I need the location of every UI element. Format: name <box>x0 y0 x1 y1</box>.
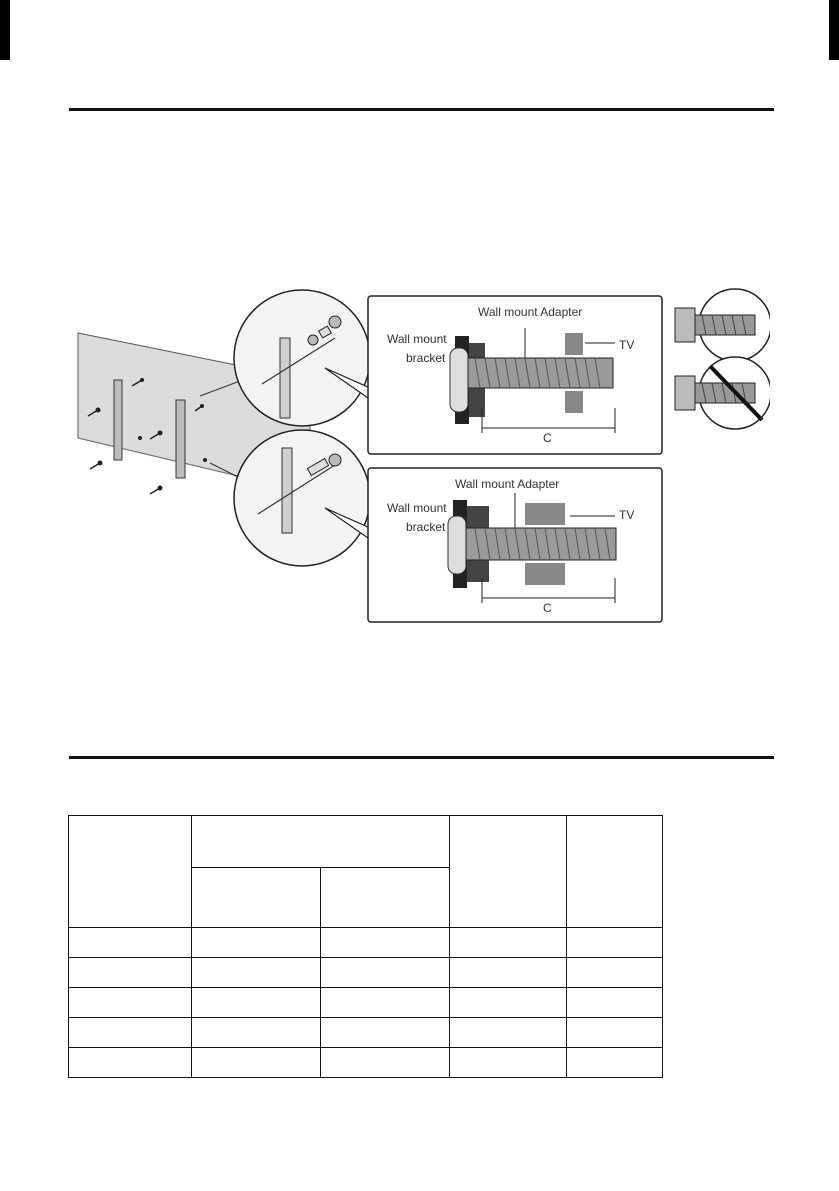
screw-incorrect-icon <box>675 357 770 429</box>
table-row <box>69 1048 663 1078</box>
table-cell <box>192 988 321 1018</box>
wall-mount-diagram <box>70 288 770 628</box>
panel2-dimension-label: C <box>543 601 552 615</box>
table-cell <box>69 1018 192 1048</box>
table-row <box>69 928 663 958</box>
panel1-bracket-label-line1: Wall mount <box>387 332 447 346</box>
panel1-tv-label: TV <box>619 338 635 352</box>
table-cell <box>69 988 192 1018</box>
panel1-dimension-label: C <box>543 431 552 445</box>
panel2-adapter-label: Wall mount Adapter <box>455 477 560 491</box>
section-divider-top <box>69 108 774 111</box>
panel2-tv-label: TV <box>619 508 635 522</box>
table-cell <box>192 1018 321 1048</box>
table-cell <box>69 928 192 958</box>
table-cell <box>321 1048 450 1078</box>
table-subheader-cell <box>192 868 321 928</box>
table-header-cell <box>69 816 192 928</box>
table-header-cell <box>567 816 663 928</box>
panel1-adapter-label: Wall mount Adapter <box>478 305 583 319</box>
table-cell <box>321 958 450 988</box>
table-header-row-top <box>69 816 663 868</box>
table-cell <box>192 958 321 988</box>
table-cell <box>567 958 663 988</box>
table-row <box>69 958 663 988</box>
table-cell <box>567 1018 663 1048</box>
table-cell <box>567 928 663 958</box>
table-cell <box>450 1018 567 1048</box>
table-cell <box>321 928 450 958</box>
table-cell <box>450 958 567 988</box>
table-header-cell <box>192 816 450 868</box>
table-cell <box>450 1048 567 1078</box>
page-corner-mark-right <box>829 0 839 60</box>
panel2-bracket-label-line1: Wall mount <box>387 501 447 515</box>
section-divider-bottom <box>69 756 774 759</box>
table-row <box>69 1018 663 1048</box>
tv-bracket-right <box>176 400 185 478</box>
table-cell <box>192 928 321 958</box>
page-corner-mark-left <box>0 0 10 60</box>
table-cell <box>192 1048 321 1078</box>
table-cell <box>567 1048 663 1078</box>
table-cell <box>450 928 567 958</box>
table-cell <box>69 958 192 988</box>
table-cell <box>321 988 450 1018</box>
table-header-cell <box>450 816 567 928</box>
table-row <box>69 988 663 1018</box>
table-subheader-cell <box>321 868 450 928</box>
table-cell <box>450 988 567 1018</box>
table-cell <box>69 1048 192 1078</box>
screw-correct-icon <box>675 289 770 361</box>
zoom-circle-top <box>234 290 370 426</box>
zoom-circle-bottom <box>234 430 370 566</box>
tv-bracket-left <box>114 380 122 460</box>
panel1-bracket-label-line2: bracket <box>406 351 446 365</box>
spec-table <box>68 815 663 1078</box>
panel2-bracket-label-line2: bracket <box>406 520 446 534</box>
table-cell <box>567 988 663 1018</box>
table-cell <box>321 1018 450 1048</box>
